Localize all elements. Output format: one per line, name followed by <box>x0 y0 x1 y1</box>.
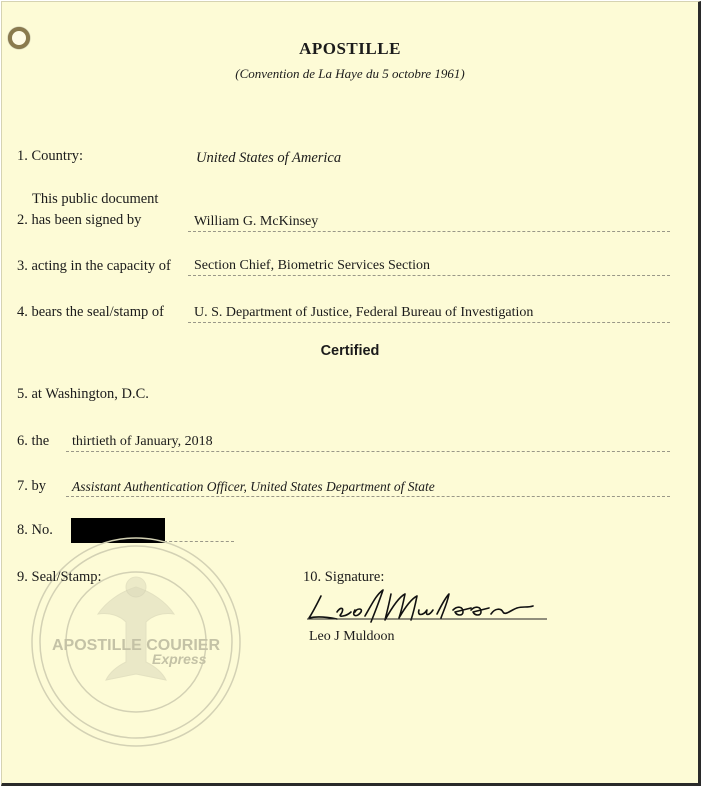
document-subtitle: (Convention de La Haye du 5 octobre 1961) <box>235 66 465 81</box>
seal-of-label: 4. bears the seal/stamp of <box>17 304 164 320</box>
country-label: 1. Country: <box>17 148 84 164</box>
signature-label: 10. Signature: <box>303 569 385 585</box>
country-value: United States of America <box>196 150 342 166</box>
by-value: Assistant Authentication Officer, United States Department of State <box>72 479 435 494</box>
capacity-label: 3. acting in the capacity of <box>17 258 171 274</box>
signed-by-value: William G. McKinsey <box>194 214 319 229</box>
by-label: 7. by <box>17 478 46 494</box>
location-label: 5. at Washington, D.C. <box>17 386 149 402</box>
apostille-page <box>1 1 701 786</box>
date-value: thirtieth of January, 2018 <box>72 434 213 449</box>
seal-stamp-label: 9. Seal/Stamp: <box>17 569 102 585</box>
stamp-text-line1: APOSTILLE COURIER <box>52 637 221 654</box>
handwritten-signature <box>307 586 552 626</box>
stamp-text-line2: Express <box>152 651 207 667</box>
public-document-label: This public document <box>32 191 159 207</box>
certified-heading: Certified <box>320 343 380 359</box>
capacity-value: Section Chief, Biometric Services Section <box>194 258 431 273</box>
seal-of-value: U. S. Department of Justice, Federal Bureau of Investigation <box>194 305 534 320</box>
signed-by-label: 2. has been signed by <box>17 212 142 228</box>
signer-name: Leo J Muldoon <box>309 629 395 644</box>
date-label: 6. the <box>17 433 50 449</box>
embossed-seal-stamp <box>2 2 302 788</box>
number-label: 8. No. <box>17 522 53 538</box>
document-title: APOSTILLE <box>299 39 401 58</box>
